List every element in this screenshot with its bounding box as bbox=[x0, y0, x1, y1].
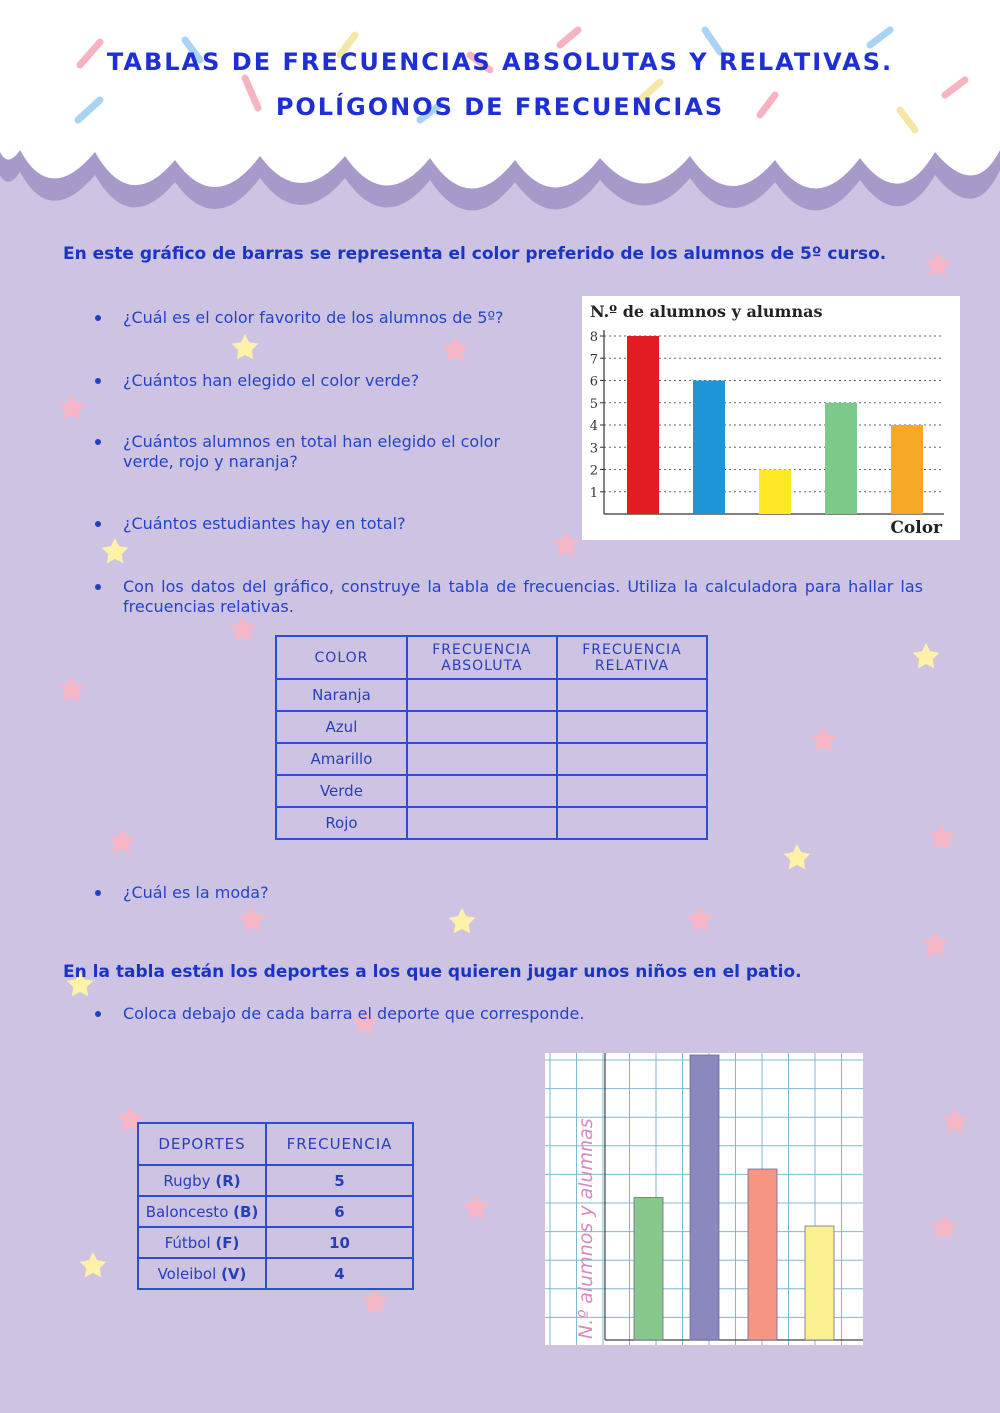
sport-cell: Voleibol (V) bbox=[138, 1258, 266, 1289]
table-row bbox=[276, 711, 707, 743]
chart2-plot bbox=[545, 1053, 863, 1345]
question-5: Con los datos del gráfico, construye la tabla de frecuencias. Utiliza la calculadora para hallar las frecuencias relativas. bbox=[123, 577, 923, 617]
sport-cell: Baloncesto (B) bbox=[138, 1196, 266, 1227]
row-color-label: Naranja bbox=[276, 679, 407, 711]
y-tick-label: 1 bbox=[589, 485, 598, 501]
chart2-y-axis-label: N.º alumnos y alumnas bbox=[575, 1118, 597, 1339]
star-icon bbox=[784, 844, 811, 869]
page-title-line-2: POLÍGONOS DE FRECUENCIAS bbox=[275, 93, 725, 121]
star-icon bbox=[80, 1252, 107, 1277]
question-3: ¿Cuántos alumnos en total han elegido el color verde, rojo y naranja? bbox=[123, 432, 543, 472]
y-tick-label: 4 bbox=[589, 419, 598, 434]
star-icon bbox=[931, 1214, 958, 1239]
table-row bbox=[138, 1227, 413, 1258]
sport-cell: Rugby (R) bbox=[138, 1165, 266, 1196]
row-color-label: Verde bbox=[276, 775, 407, 807]
star-icon bbox=[102, 538, 129, 563]
bar-azul bbox=[693, 381, 725, 515]
table-row bbox=[276, 807, 707, 839]
star-icon bbox=[922, 931, 949, 956]
section1-intro: En este gráfico de barras se representa el color preferido de los alumnos de 5º curso. bbox=[63, 244, 887, 264]
bar-verde bbox=[825, 403, 857, 514]
star-icon bbox=[913, 643, 940, 668]
table-row bbox=[138, 1196, 413, 1227]
table-header-row bbox=[138, 1123, 413, 1165]
sport-code: (R) bbox=[215, 1171, 241, 1190]
absolute-frequency-cell[interactable] bbox=[407, 775, 557, 807]
instruction: Coloca debajo de cada barra el deporte que corresponde. bbox=[123, 1004, 823, 1024]
row-color-label: Amarillo bbox=[276, 743, 407, 775]
star-icon bbox=[553, 531, 580, 556]
header-absolute: FRECUENCIA ABSOLUTA bbox=[407, 636, 557, 679]
star-icon bbox=[362, 1288, 389, 1313]
chart1-title: N.º de alumnos y alumnas bbox=[590, 302, 823, 321]
question-6: ¿Cuál es la moda? bbox=[123, 883, 563, 903]
star-icon bbox=[463, 1194, 490, 1219]
sport-bar bbox=[748, 1169, 777, 1340]
star-icon bbox=[59, 394, 86, 419]
bullet-dot bbox=[95, 439, 101, 445]
bullet-dot bbox=[95, 584, 101, 590]
sport-bar bbox=[690, 1055, 719, 1340]
y-tick-label: 6 bbox=[589, 374, 598, 390]
relative-frequency-cell[interactable] bbox=[557, 711, 707, 743]
star-icon bbox=[232, 334, 259, 359]
y-tick-label: 3 bbox=[589, 441, 598, 457]
chart1-x-axis-label: Color bbox=[890, 518, 942, 538]
absolute-frequency-cell[interactable] bbox=[407, 711, 557, 743]
sport-code: (F) bbox=[215, 1233, 240, 1252]
y-tick-label: 5 bbox=[589, 396, 598, 412]
table-row bbox=[276, 743, 707, 775]
color-bar-chart bbox=[582, 296, 960, 540]
bullet-dot bbox=[95, 1011, 101, 1017]
absolute-frequency-cell[interactable] bbox=[407, 743, 557, 775]
star-icon bbox=[109, 828, 136, 853]
header-color: COLOR bbox=[276, 636, 407, 679]
sport-code: (V) bbox=[221, 1264, 247, 1283]
table-row bbox=[138, 1258, 413, 1289]
star-icon bbox=[811, 726, 838, 751]
bullet-dot bbox=[95, 378, 101, 384]
frequency-cell: 5 bbox=[266, 1165, 413, 1196]
y-tick-label: 8 bbox=[589, 330, 598, 345]
chart1-plot bbox=[582, 296, 960, 540]
bar-amarillo bbox=[759, 470, 791, 515]
question-4: ¿Cuántos estudiantes hay en total? bbox=[123, 514, 563, 534]
sport-cell: Fútbol (F) bbox=[138, 1227, 266, 1258]
table-row bbox=[138, 1165, 413, 1196]
frequency-cell: 4 bbox=[266, 1258, 413, 1289]
star-icon bbox=[442, 336, 469, 361]
header-frequency: FRECUENCIA bbox=[266, 1123, 413, 1165]
sport-bar bbox=[634, 1198, 663, 1341]
y-tick-label: 7 bbox=[589, 352, 598, 368]
relative-frequency-cell[interactable] bbox=[557, 807, 707, 839]
star-icon bbox=[230, 616, 257, 641]
section2-intro: En la tabla están los deportes a los que quieren jugar unos niños en el patio. bbox=[63, 962, 802, 982]
relative-frequency-cell[interactable] bbox=[557, 679, 707, 711]
star-icon bbox=[59, 676, 86, 701]
absolute-frequency-cell[interactable] bbox=[407, 679, 557, 711]
absolute-frequency-cell[interactable] bbox=[407, 807, 557, 839]
star-icon bbox=[942, 1108, 969, 1133]
page-title-line-1: TABLAS DE FRECUENCIAS ABSOLUTAS Y RELATIVAS. bbox=[106, 48, 894, 76]
frequency-cell: 10 bbox=[266, 1227, 413, 1258]
bullet-dot bbox=[95, 521, 101, 527]
header-sports: DEPORTES bbox=[138, 1123, 266, 1165]
relative-frequency-cell[interactable] bbox=[557, 743, 707, 775]
star-icon bbox=[449, 908, 476, 933]
sport-code: (B) bbox=[233, 1202, 259, 1221]
color-frequency-table bbox=[275, 635, 708, 840]
question-2: ¿Cuántos han elegido el color verde? bbox=[123, 371, 563, 391]
question-1: ¿Cuál es el color favorito de los alumnos de 5º? bbox=[123, 308, 563, 328]
sport-bar bbox=[805, 1226, 834, 1340]
star-icon bbox=[929, 824, 956, 849]
bar-naranja bbox=[891, 425, 923, 514]
star-icon bbox=[239, 906, 266, 931]
table-header-row bbox=[276, 636, 707, 679]
table-row bbox=[276, 775, 707, 807]
header-relative: FRECUENCIA RELATIVA bbox=[557, 636, 707, 679]
row-color-label: Rojo bbox=[276, 807, 407, 839]
table-row bbox=[276, 679, 707, 711]
star-icon bbox=[687, 906, 714, 931]
y-tick-label: 2 bbox=[589, 463, 598, 479]
bar-rojo bbox=[627, 336, 659, 514]
row-color-label: Azul bbox=[276, 711, 407, 743]
sports-bar-chart bbox=[545, 1053, 863, 1345]
bullet-dot bbox=[95, 315, 101, 321]
sports-table bbox=[137, 1122, 414, 1290]
relative-frequency-cell[interactable] bbox=[557, 775, 707, 807]
frequency-cell: 6 bbox=[266, 1196, 413, 1227]
bullet-dot bbox=[95, 890, 101, 896]
